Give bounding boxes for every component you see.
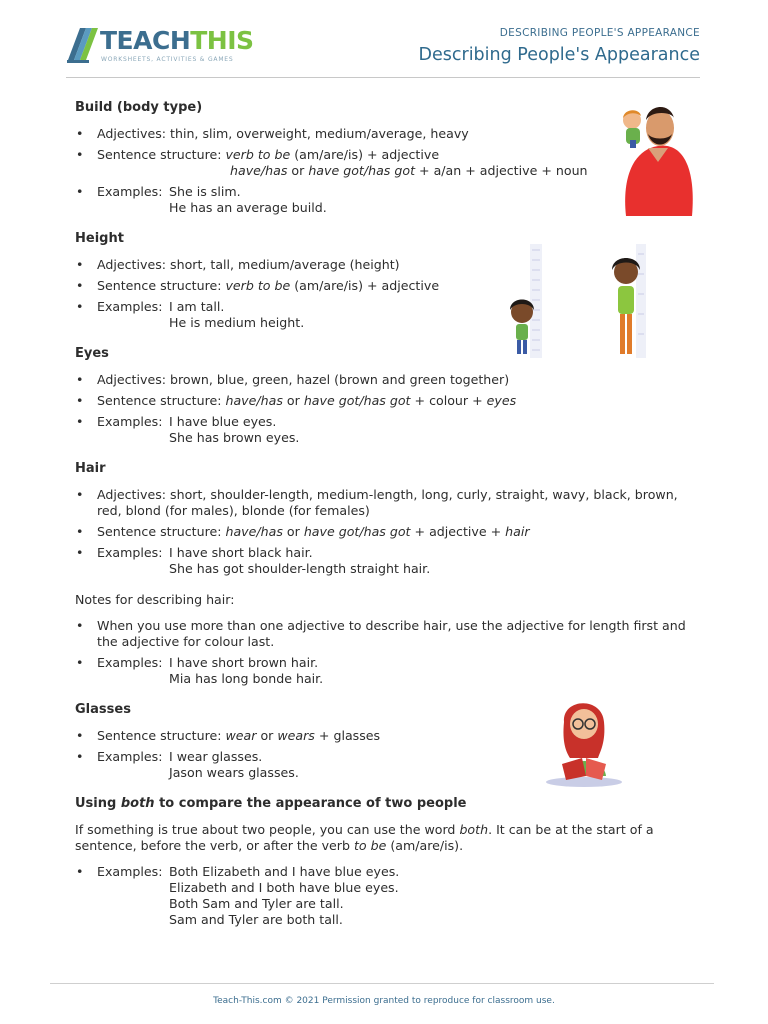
item-text: brown, blue, green, hazel (brown and green together)	[170, 372, 510, 387]
item-em: have/has	[230, 163, 288, 178]
example-line: She has brown eyes.	[169, 430, 300, 445]
example-line: She is slim.	[169, 184, 241, 199]
item-text: (am/are/is) + adjective	[294, 147, 440, 162]
section-heading: Eyes	[75, 346, 109, 361]
example-line: I am tall.	[169, 299, 225, 314]
item-label: Examples:	[97, 749, 163, 764]
list-item	[75, 618, 700, 650]
para-em: to be	[353, 838, 387, 853]
item-label: Examples:	[97, 655, 163, 670]
item-label: Sentence structure:	[97, 728, 222, 743]
list-item	[75, 487, 700, 519]
example-line: He has an average build.	[169, 200, 327, 215]
section-eyes	[75, 346, 700, 446]
item-text: short, tall, medium/average (height)	[170, 257, 400, 272]
example-line: He is medium height.	[169, 315, 305, 330]
example-line: She has got shoulder-length straight hair.	[169, 561, 431, 576]
item-label: Sentence structure:	[97, 147, 222, 162]
example-line: Both Elizabeth and I have blue eyes.	[169, 864, 400, 879]
item-text: When you use more than one adjective to describe hair, use the adjective for length first and the adjective for colour last.	[97, 618, 686, 649]
page-title: Describing People's Appearance	[418, 45, 700, 65]
item-em: hair	[505, 524, 530, 539]
item-em: verb to be	[225, 278, 291, 293]
header-divider	[66, 77, 700, 78]
two-children-height-chart-illustration	[504, 244, 654, 360]
item-text: or	[286, 524, 300, 539]
item-label: Adjectives:	[97, 487, 167, 502]
item-label: Sentence structure:	[97, 393, 222, 408]
item-label: Examples:	[97, 184, 163, 199]
item-label: Examples:	[97, 299, 163, 314]
heading-text: to compare the appearance of two people	[159, 796, 467, 811]
header-subtitle: DESCRIBING PEOPLE'S APPEARANCE	[499, 27, 700, 39]
list-item	[75, 126, 700, 142]
logo-wordmark	[100, 26, 254, 55]
item-em: have/has	[225, 524, 283, 539]
example-line: Both Sam and Tyler are tall.	[169, 896, 344, 911]
item-em: eyes	[486, 393, 517, 408]
list-item	[75, 393, 700, 409]
both-paragraph	[75, 822, 700, 854]
example-line: Elizabeth and I both have blue eyes.	[169, 880, 399, 895]
section-hair-notes	[75, 592, 700, 687]
item-label: Adjectives:	[97, 257, 167, 272]
structure-continuation	[97, 163, 700, 179]
para-text: If something is true about two people, you can use the word	[75, 822, 456, 837]
teach-this-logo[interactable]	[66, 24, 254, 68]
example-line: I have short black hair.	[169, 545, 313, 560]
list-item	[75, 184, 700, 216]
logo-this: THIS	[190, 26, 254, 55]
notes-intro: Notes for describing hair:	[75, 592, 235, 607]
para-text: (am/are/is).	[390, 838, 464, 853]
example-line: I have short brown hair.	[169, 655, 319, 670]
item-label: Examples:	[97, 545, 163, 560]
section-build	[75, 100, 700, 216]
item-em: verb to be	[225, 147, 291, 162]
item-text: (am/are/is) + adjective	[294, 278, 440, 293]
example-line: Mia has long bonde hair.	[169, 671, 324, 686]
example-line: Sam and Tyler are both tall.	[169, 912, 343, 927]
item-label: Examples:	[97, 414, 163, 429]
section-heading: Height	[75, 231, 124, 246]
list-item	[75, 147, 700, 179]
item-text: + colour +	[414, 393, 483, 408]
para-text: . It can be at the start of a sentence, before the verb, or after the verb	[75, 822, 654, 853]
item-text: thin, slim, overweight, medium/average, heavy	[170, 126, 469, 141]
footer-copyright[interactable]: Teach-This.com © 2021 Permission granted to reproduce for classroom use.	[213, 996, 555, 1006]
section-heading: Glasses	[75, 702, 131, 717]
section-both	[75, 796, 700, 928]
item-text: or	[286, 393, 300, 408]
item-label: Sentence structure:	[97, 524, 222, 539]
example-line: I wear glasses.	[169, 749, 263, 764]
item-text: + glasses	[318, 728, 381, 743]
section-heading: Build (body type)	[75, 100, 203, 115]
list-item	[75, 545, 700, 577]
section-heading	[75, 796, 700, 812]
list-item	[75, 655, 700, 687]
item-text: or	[291, 163, 305, 178]
item-label: Sentence structure:	[97, 278, 222, 293]
logo-tagline: WORKSHEETS, ACTIVITIES & GAMES	[101, 56, 234, 63]
item-em: have got/has got	[303, 393, 411, 408]
overweight-man-with-child-illustration	[618, 100, 698, 216]
list-item	[75, 864, 700, 928]
item-text: short, shoulder-length, medium-length, long, curly, straight, wavy, black, brown, red, blond (for males), blonde (for females)	[97, 487, 678, 518]
heading-em: both	[120, 796, 155, 811]
worksheet-body	[75, 100, 700, 933]
section-hair	[75, 461, 700, 577]
footer-divider	[50, 983, 714, 984]
list-item	[75, 524, 700, 540]
page-header	[0, 0, 768, 80]
list-item	[75, 414, 700, 446]
item-em: wears	[277, 728, 315, 743]
example-line: I have blue eyes.	[169, 414, 277, 429]
item-text: or	[260, 728, 274, 743]
item-em: have got/has got	[308, 163, 416, 178]
item-text: + a/an + adjective + noun	[419, 163, 588, 178]
para-em: both	[459, 822, 489, 837]
section-heading: Hair	[75, 461, 106, 476]
item-em: have/has	[225, 393, 283, 408]
list-item	[75, 372, 700, 388]
item-label: Adjectives:	[97, 126, 167, 141]
logo-teach: TEACH	[100, 26, 191, 55]
item-label: Adjectives:	[97, 372, 167, 387]
book-icon	[66, 24, 100, 64]
item-text: + adjective +	[414, 524, 502, 539]
item-em: wear	[225, 728, 257, 743]
heading-text: Using	[75, 796, 117, 811]
example-line: Jason wears glasses.	[169, 765, 299, 780]
item-label: Examples:	[97, 864, 163, 879]
girl-reading-with-glasses-illustration	[542, 692, 626, 788]
item-em: have got/has got	[303, 524, 411, 539]
